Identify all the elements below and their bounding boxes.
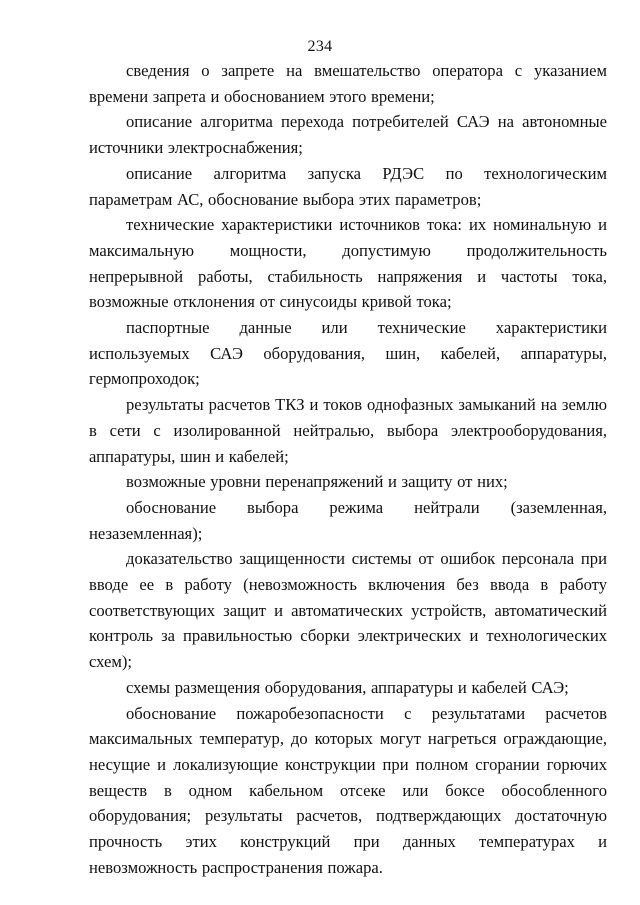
document-body [89, 58, 607, 881]
paragraph-equipment-passport-data: паспортные данные или технические характеристики используемых САЭ оборудования, шин, кабелей, аппаратуры, гермопроходок; [89, 318, 607, 389]
page-number: 234 [307, 38, 333, 55]
paragraph-power-source-characteristics: технические характеристики источников тока: их номинальную и максимальную мощности, допустимую продолжительность непрерывной работы, стабильность напряжения и частоты тока, возможные отклонения от синусоиды кривой тока; [89, 215, 607, 312]
paragraph-personnel-error-protection: доказательство защищенности системы от ошибок персонала при вводе ее в работу (невозможность включения без ввода в работу соответствующих защит и автоматических устройств, автоматический контроль за правильностью сборки электрических и технологических схем); [89, 549, 607, 672]
paragraph-fire-safety: обоснование пожаробезопасности с результатами расчетов максимальных температур, до которых могут нагреться ограждающие, несущие и локализующие конструкции при полном сгорании горючих веществ в одном кабельном отсеке или боксе обособленного оборудования; результаты расчетов, подтверждающих достаточную прочность этих конструкций при данных температурах и невозможность распространения пожара. [89, 703, 607, 877]
paragraph-operator-intervention-ban: сведения о запрете на вмешательство оператора с указанием времени запрета и обоснованием этого времени; [89, 61, 607, 106]
paragraph-transfer-algorithm: описание алгоритма перехода потребителей САЭ на автономные источники электроснабжения; [89, 112, 607, 158]
paragraph-rdes-start-algorithm: описание алгоритма запуска РДЭС по технологическим параметрам АС, обоснование выбора этих параметров; [89, 163, 607, 209]
paragraph-short-circuit-calculations: результаты расчетов ТКЗ и токов однофазных замыканий на землю в сети с изолированной нейтралью, выбора электрооборудования, аппаратуры, шин и кабелей; [89, 395, 607, 466]
paragraph-layout-schemes: схемы размещения оборудования, аппаратуры и кабелей САЭ; [126, 677, 569, 697]
paragraph-overvoltage-levels: возможные уровни перенапряжений и защиту от них; [126, 472, 508, 492]
paragraph-neutral-mode: обоснование выбора режима нейтрали (заземленная, незаземленная); [89, 497, 607, 543]
